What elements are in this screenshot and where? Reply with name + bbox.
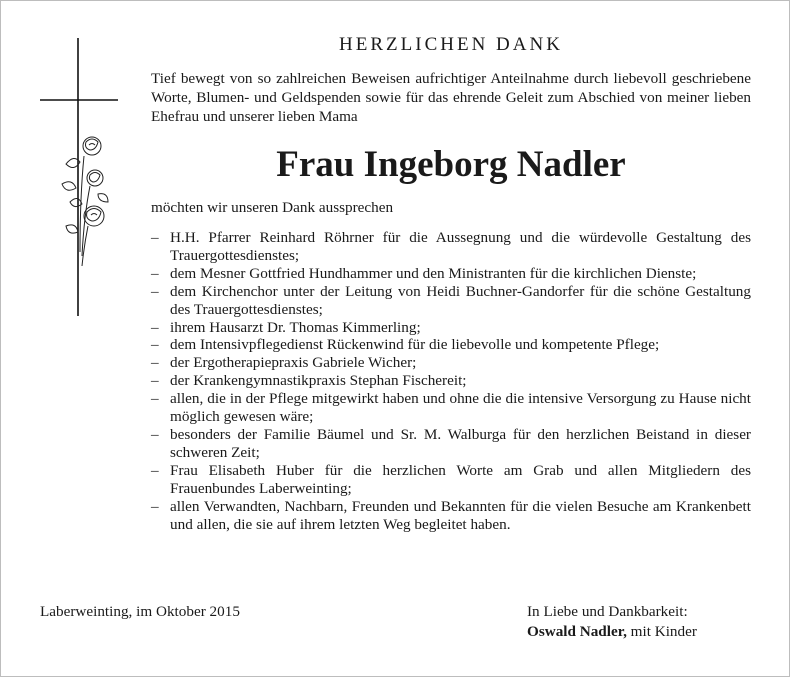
signer-line — [527, 622, 697, 642]
list-dash: – — [151, 425, 159, 443]
signer-suffix: mit Kinder — [626, 623, 697, 640]
thanks-item-text: H.H. Pfarrer Reinhard Röhrner für die Aussegnung und die würdevolle Gestaltung des Trauergottesdienstes; — [170, 229, 751, 264]
cross-with-roses-icon — [40, 38, 120, 318]
thanks-item — [151, 426, 751, 462]
list-dash: – — [151, 282, 159, 300]
thanks-item-text: allen, die in der Pflege mitgewirkt haben und ohne die die intensive Versorgung zu Hause nicht möglich gewesen wäre; — [170, 390, 751, 426]
list-dash: – — [151, 229, 159, 246]
thanks-list — [151, 229, 751, 533]
list-dash: – — [151, 372, 159, 390]
list-dash: – — [151, 497, 159, 515]
place-and-date: Laberweinting, im Oktober 2015 — [40, 603, 240, 620]
thanks-item-text: dem Intensivpflegedienst Rückenwind für die liebevolle und kompetente Pflege; — [170, 336, 660, 354]
thanks-item — [151, 283, 751, 319]
thanks-item — [151, 372, 751, 390]
thanks-item — [151, 336, 751, 354]
list-dash: – — [151, 336, 159, 354]
list-dash: – — [151, 390, 159, 408]
list-dash: – — [151, 264, 159, 282]
thanks-item — [151, 265, 751, 283]
deceased-name: Frau Ingeborg Nadler — [276, 144, 626, 185]
list-dash: – — [151, 461, 159, 479]
thanks-lead-text: möchten wir unseren Dank aussprechen — [151, 199, 394, 216]
list-dash: – — [151, 354, 159, 372]
thanks-item-text: ihrem Hausarzt Dr. Thomas Kimmerling; — [170, 318, 421, 336]
thanks-item-text: besonders der Familie Bäumel und Sr. M. Walburga für den herzlichen Beistand in dieser schweren Zeit; — [170, 425, 751, 461]
thanks-item-text: dem Mesner Gottfried Hundhammer und den Ministranten für die kirchlichen Dienste; — [170, 264, 697, 282]
thanks-item-text: Frau Elisabeth Huber für die herzlichen Worte am Grab und allen Mitgliedern des Frauenbundes Laberweinting; — [170, 461, 751, 497]
thanks-item-text: allen Verwandten, Nachbarn, Freunden und Bekannten für die vielen Besuche am Krankenbett und allen, die sie auf ihrem letzten Weg begleitet haben. — [170, 497, 751, 533]
thanks-item — [151, 319, 751, 337]
thanks-item-text: der Ergotherapiepraxis Gabriele Wicher; — [170, 354, 417, 372]
closing-signature — [527, 602, 697, 642]
thanks-item — [151, 498, 751, 534]
thanks-item-text: der Krankengymnastikpraxis Stephan Fischereit; — [170, 372, 467, 390]
thanks-item — [151, 390, 751, 426]
thanks-item-text: dem Kirchenchor unter der Leitung von Heidi Buchner-Gandorfer für die schöne Gestaltung des Trauergottesdienstes; — [170, 282, 751, 318]
thanks-item — [151, 354, 751, 372]
thanks-item — [151, 462, 751, 498]
intro-paragraph: Tief bewegt von so zahlreichen Beweisen aufrichtiger Anteilnahme durch liebevoll geschriebene Worte, Blumen- und Geldspenden sowie für das ehrende Geleit zum Abschied von meiner lieben Ehefrau und unserer lieben Mama — [151, 70, 751, 125]
notice-heading: HERZLICHEN DANK — [339, 34, 563, 55]
list-dash: – — [151, 318, 159, 336]
closing-line: In Liebe und Dankbarkeit: — [527, 603, 688, 620]
signer-name: Oswald Nadler, — [527, 623, 627, 640]
thanks-item — [151, 229, 751, 265]
